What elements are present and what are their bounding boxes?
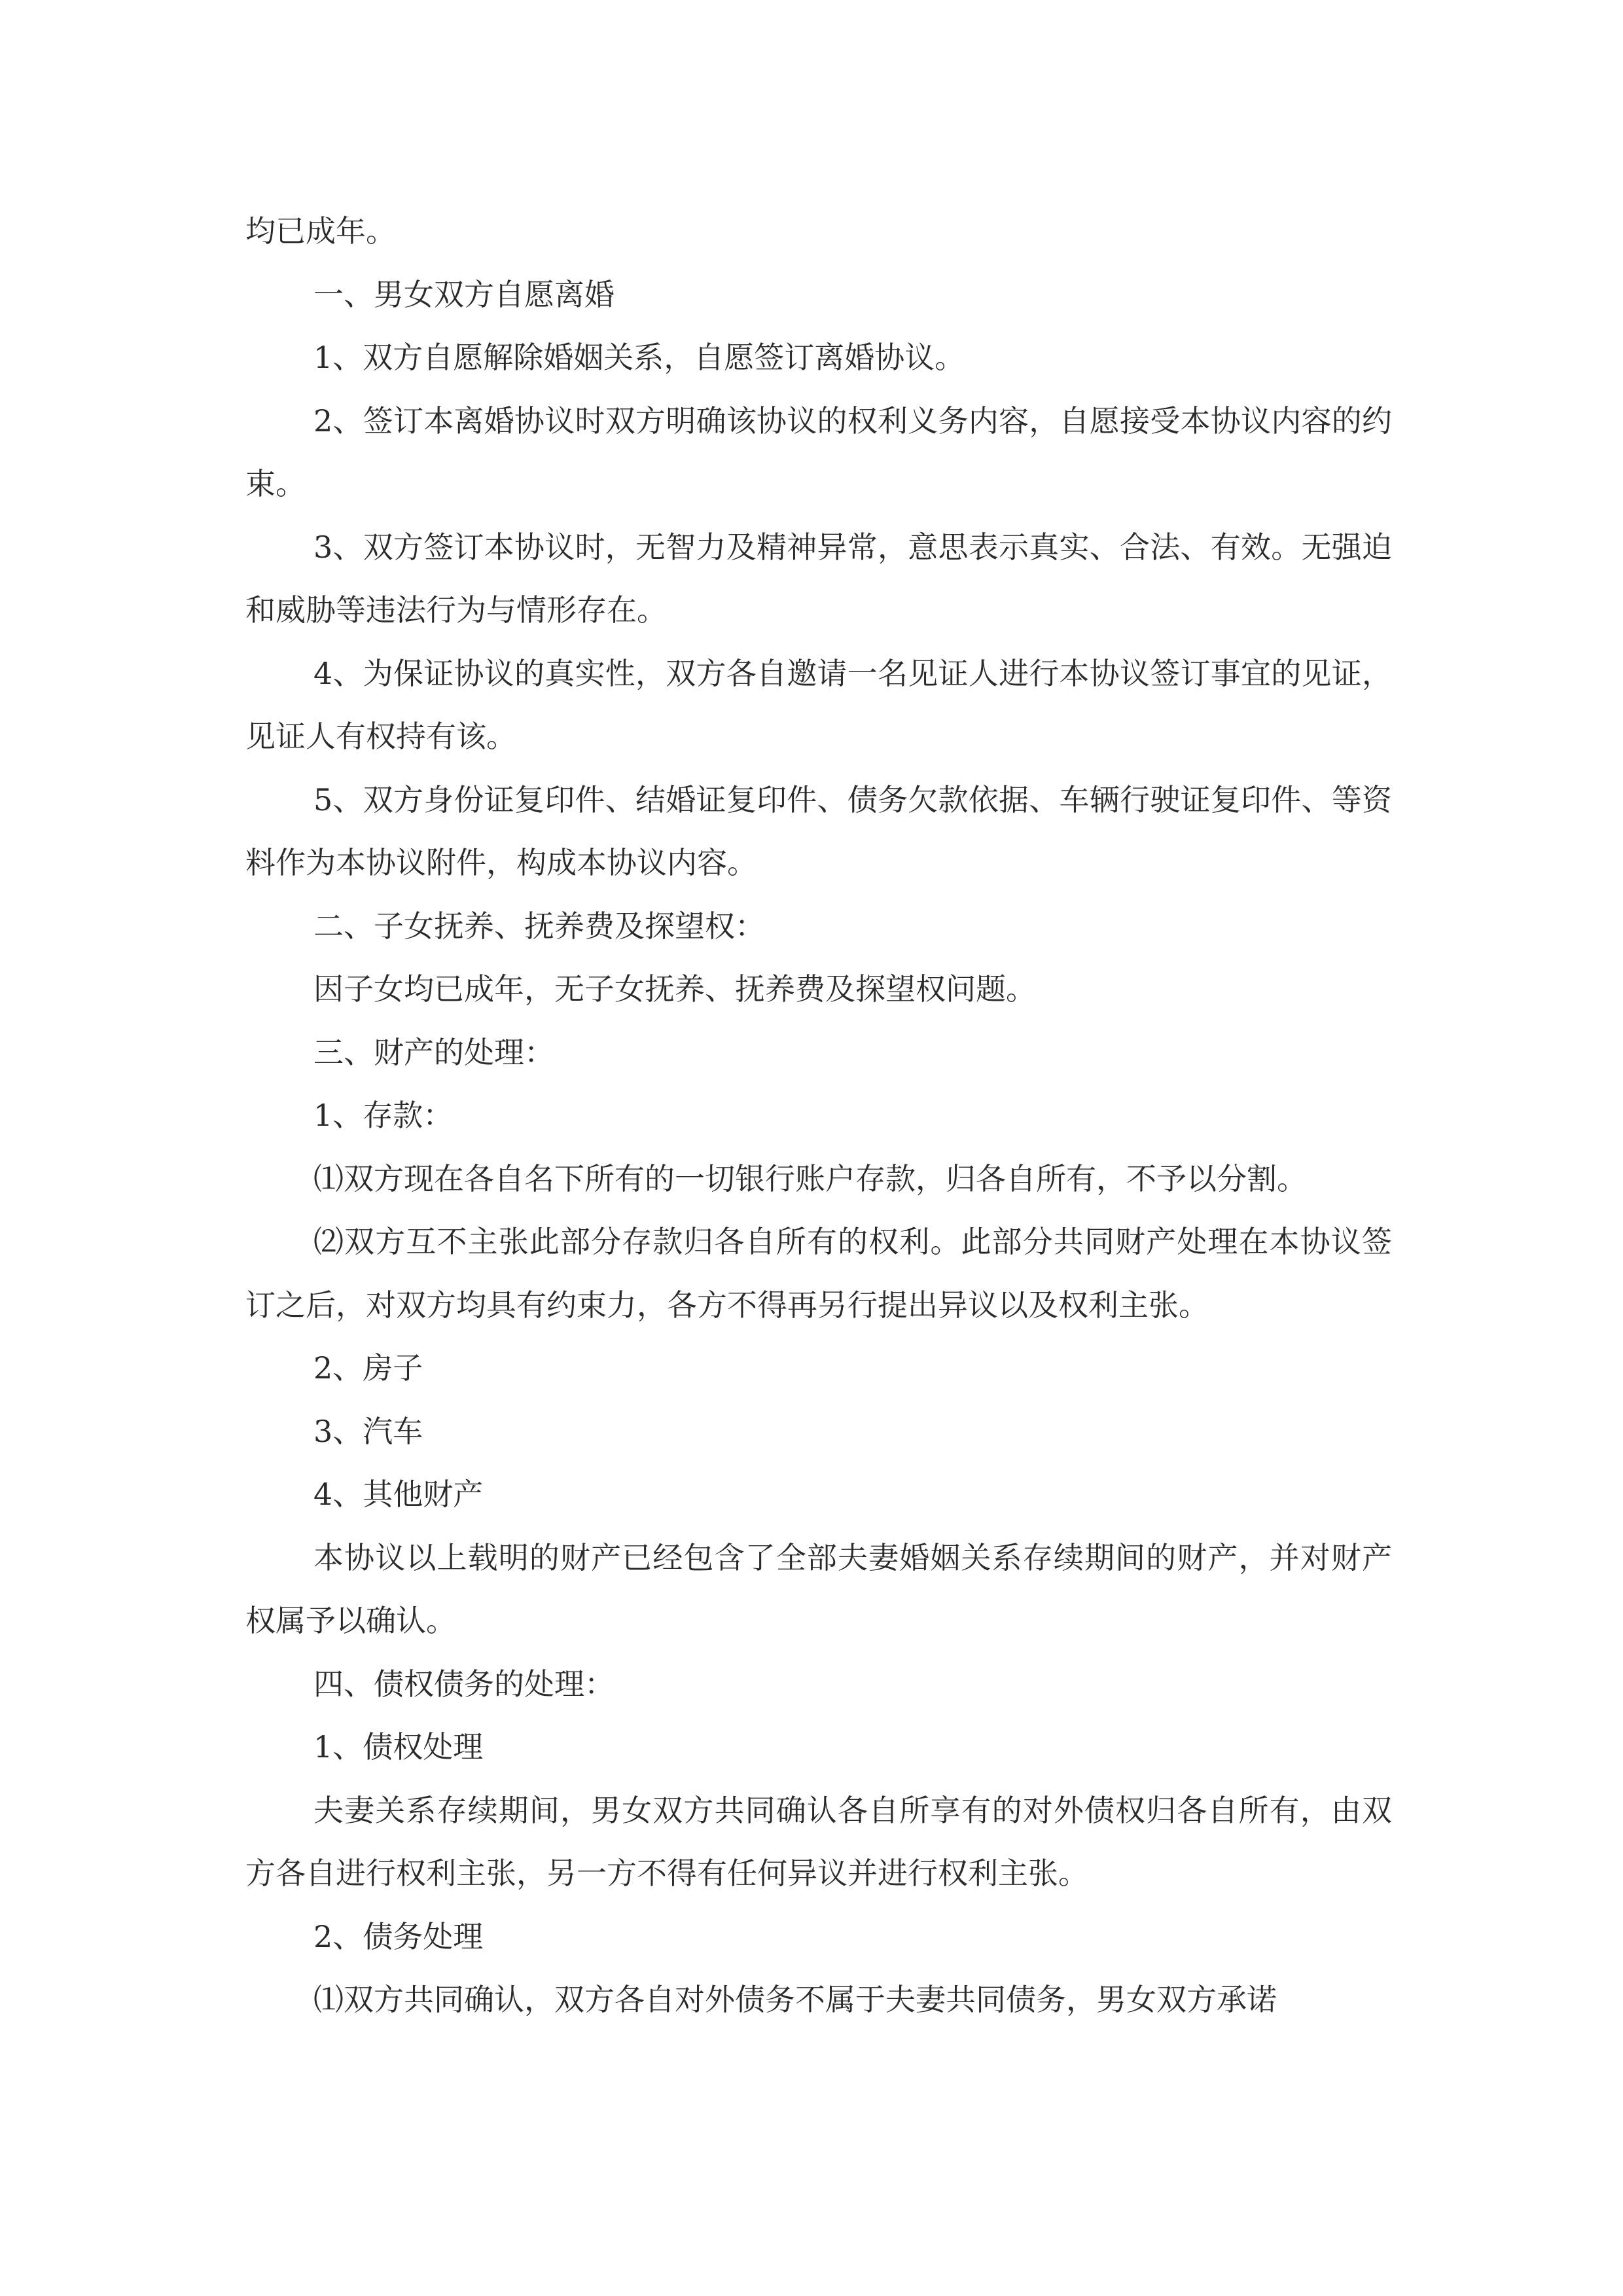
section-heading: 三、财产的处理： [313, 1034, 554, 1070]
paragraph: 3、汽车 [313, 1413, 423, 1449]
paragraph: 1、存款： [313, 1098, 454, 1133]
paragraph: 夫妻关系存续期间，男女双方共同确认各自所享有的对外债权归各自所有，由双方各自进行权利主张，另一方不得有任何异议并进行权利主张。 [245, 1792, 1392, 1891]
paragraph: 1、双方自愿解除婚姻关系，自愿签订离婚协议。 [313, 340, 965, 375]
paragraph: 3、双方签订本协议时，无智力及精神异常，意思表示真实、合法、有效。无强迫和威胁等违法行为与情形存在。 [245, 529, 1392, 628]
paragraph: 4、为保证协议的真实性，双方各自邀请一名见证人进行本协议签订事宜的见证，见证人有权持有该。 [245, 655, 1392, 754]
section-heading: 四、债权债务的处理： [313, 1666, 615, 1702]
paragraph: 2、房子 [313, 1350, 423, 1386]
paragraph: ⑴双方现在各自名下所有的一切银行账户存款，归各自所有，不予以分割。 [313, 1160, 1307, 1196]
paragraph: 本协议以上载明的财产已经包含了全部夫妻婚姻关系存续期间的财产，并对财产权属予以确认。 [245, 1539, 1392, 1638]
section-heading: 一、男女双方自愿离婚 [313, 276, 615, 312]
section-heading: 二、子女抚养、抚养费及探望权： [313, 908, 765, 944]
paragraph: 5、双方身份证复印件、结婚证复印件、债务欠款依据、车辆行驶证复印件、等资料作为本协议附件，构成本协议内容。 [245, 781, 1392, 880]
document-body [245, 200, 1392, 2032]
paragraph: 2、签订本离婚协议时双方明确该协议的权利义务内容，自愿接受本协议内容的约束。 [245, 403, 1392, 501]
paragraph: 因子女均已成年，无子女抚养、抚养费及探望权问题。 [313, 971, 1036, 1007]
paragraph: ⑴双方共同确认，双方各自对外债务不属于夫妻共同债务，男女双方承诺 [313, 1982, 1277, 2017]
paragraph: 4、其他财产 [313, 1477, 484, 1512]
paragraph: 2、债务处理 [313, 1918, 484, 1954]
paragraph: 1、债权处理 [313, 1729, 484, 1765]
paragraph: 均已成年。 [245, 213, 396, 249]
paragraph: ⑵双方互不主张此部分存款归各自所有的权利。此部分共同财产处理在本协议签订之后，对双方均具有约束力，各方不得再另行提出异议以及权利主张。 [245, 1224, 1392, 1323]
